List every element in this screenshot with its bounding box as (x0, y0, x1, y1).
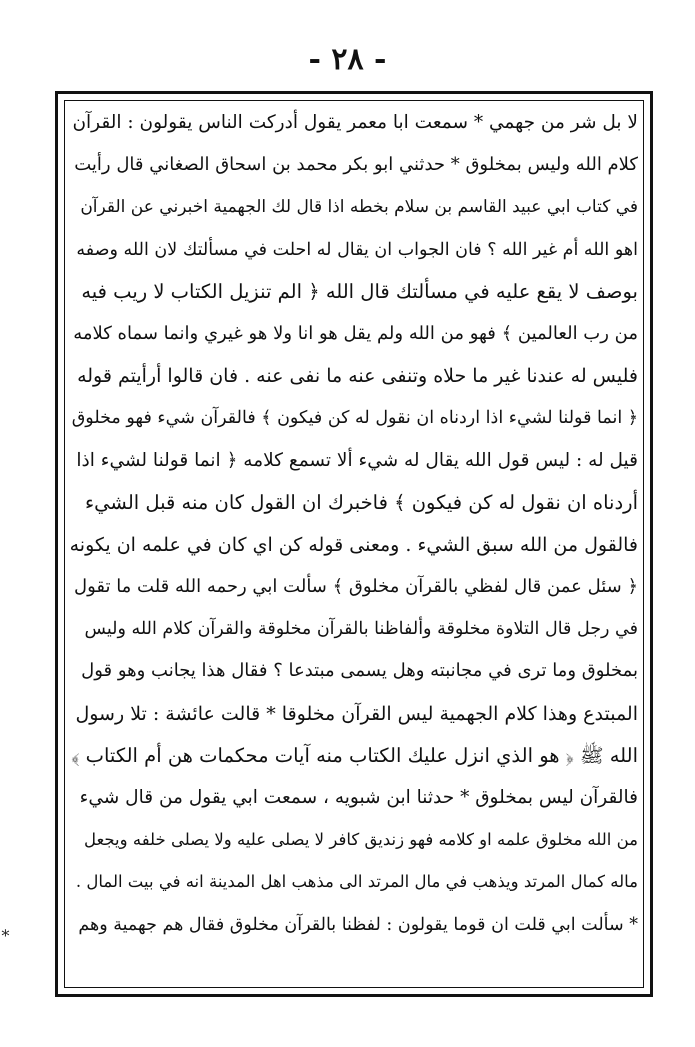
text-line: كلام الله وليس بمخلوق * حدثني ابو بكر محمد بن اسحاق الصغاني قال رأيت (74, 154, 638, 176)
text-line: في رجل قال التلاوة مخلوقة وألفاظنا بالقرآن مخلوقة والقرآن كلام الله وليس (84, 619, 638, 640)
text-body (70, 102, 638, 946)
page-number: - ٢٨ - (308, 42, 387, 77)
text-line: ﴿ سئل عمن قال لفظي بالقرآن مخلوق ﴾ سألت ابي رحمه الله قلت ما تقول (73, 576, 638, 598)
text-line: * سألت ابي قلت ان قوما يقولون : لفظنا بالقرآن مخلوق فقال هم جهمية وهم (78, 914, 638, 935)
text-line: اهو الله أم غير الله ؟ فان الجواب ان يقال له احلت في مسألتك لان الله وصفه (76, 239, 638, 260)
text-line: فليس له عندنا غير ما حلاه وتنفى عنه ما نفى عنه . فان قالوا أرأيتم قوله (77, 365, 638, 388)
text-line: الله ﷺ ﴿ هو الذي انزل عليك الكتاب منه آيات محكمات هن أم الكتاب ﴾ (71, 743, 638, 767)
page-border (55, 91, 653, 997)
text-line: في كتاب ابي عبيد القاسم بن سلام بخطه اذا قال لك الجهمية اخبرني عن القرآن (80, 197, 638, 218)
text-line: ﴿ انما قولنا لشيء اذا اردناه ان نقول له كن فيكون ﴾ فالقرآن شيء فهو مخلوق (71, 408, 638, 429)
text-line: بوصف لا يقع عليه في مسألتك قال الله ﴿ الم تنزيل الكتاب لا ريب فيه (81, 279, 638, 303)
text-line: ماله كمال المرتد ويذهب في مال المرتد الى مذهب اهل المدينة انه في بيت المال . (75, 872, 638, 892)
text-line: أردناه ان نقول له كن فيكون ﴾ فاخبرك ان القول كان منه قبل الشيء (85, 490, 638, 514)
text-line: بمخلوق وما ترى في مجانبته وهل يسمى مبتدعا ؟ فقال هذا يجانب وهو قول (81, 660, 638, 682)
text-line: قيل له : ليس قول الله يقال له شيء ألا تسمع كلامه ﴿ انما قولنا لشيء اذا (76, 449, 638, 471)
text-line: فالقرآن ليس بمخلوق * حدثنا ابن شبويه ، سمعت ابي يقول من قال شيء (79, 787, 638, 808)
margin-mark: ∗ (0, 923, 11, 942)
text-line: من رب العالمين ﴾ فهو من الله ولم يقل هو انا ولا هو غيري وانما سماه كلامه (73, 322, 638, 344)
text-line: فالقول من الله سبق الشيء . ومعنى قوله كن اي كان في علمه ان يكونه (70, 533, 638, 556)
text-line: من الله مخلوق علمه او كلامه فهو زنديق كافر لا يصلى عليه ولا يصلى خلفه ويجعل (83, 830, 638, 850)
text-line: المبتدع وهذا كلام الجهمية ليس القرآن مخلوقا * قالت عائشة : تلا رسول (75, 702, 638, 725)
text-line: لا بل شر من جهمي * سمعت ابا معمر يقول أدركت الناس يقولون : القرآن (72, 112, 638, 133)
